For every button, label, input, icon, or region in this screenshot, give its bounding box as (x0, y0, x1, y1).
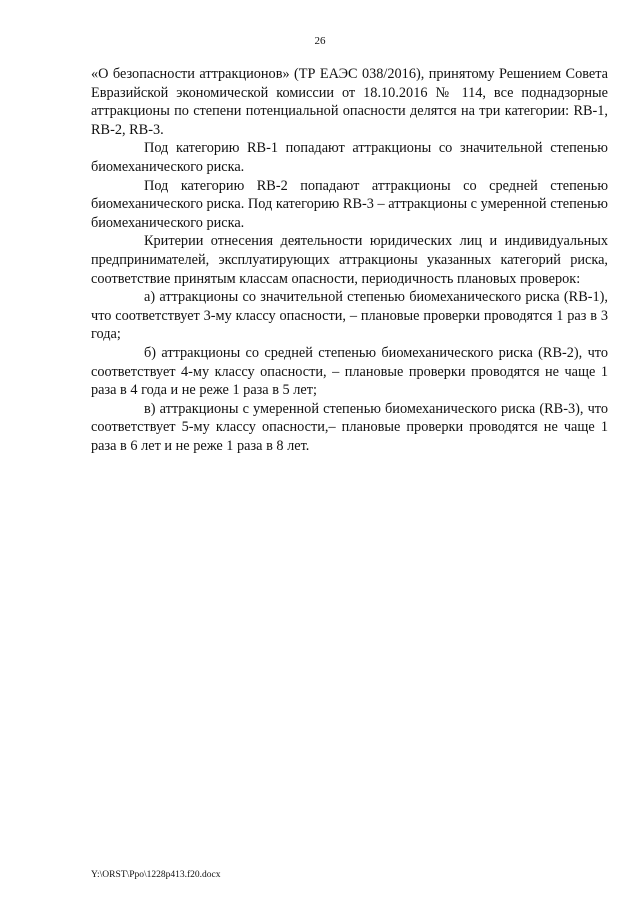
list-item-b: б) аттракционы со средней степенью биомеханического риска (RB-2), что соответствует 4-му классу опасности, – плановые проверки проводятся не чаще 1 раза в 4 года и не реже 1 раза в 5 лет; (91, 344, 608, 399)
footer-file-path: Y:\ORST\Ppo\1228p413.f20.docx (91, 870, 221, 880)
paragraph-category-rb1: Под категорию RB-1 попадают аттракционы со значительной степенью биомеханического риска. (91, 140, 608, 175)
page-number: 26 (314, 35, 326, 47)
document-body (91, 65, 608, 455)
paragraph-criteria: Критерии отнесения деятельности юридических лиц и индивидуальных предпринимателей, эксплуатирующих аттракционы указанных категорий риска, соответствие принятым классам опасности, периодичность плановых проверок: (91, 233, 608, 287)
paragraph-category-rb2-rb3: Под категорию RB-2 попадают аттракционы со средней степенью биомеханического риска. Под категорию RB-3 – аттракционы с умеренной степенью биомеханического риска. (91, 177, 608, 231)
paragraph-regulation-intro: «О безопасности аттракционов» (ТР ЕАЭС 038/2016), принятому Решением Совета Евразийской экономической комиссии от 18.10.2016 № 114, все поднадзорные аттракционы по степени потенциальной опасности делятся на три категории: RB-1, RB-2, RB-3. (91, 66, 608, 138)
list-item-a: а) аттракционы со значительной степенью биомеханического риска (RB-1), что соответствует 3-му классу опасности, – плановые проверки проводятся 1 раз в 3 года; (91, 289, 608, 343)
list-item-c: в) аттракционы с умеренной степенью биомеханического риска (RB-3), что соответствует 5-му классу опасности,– плановые проверки проводятся не чаще 1 раза в 6 лет и не реже 1 раза в 8 лет. (91, 400, 608, 454)
